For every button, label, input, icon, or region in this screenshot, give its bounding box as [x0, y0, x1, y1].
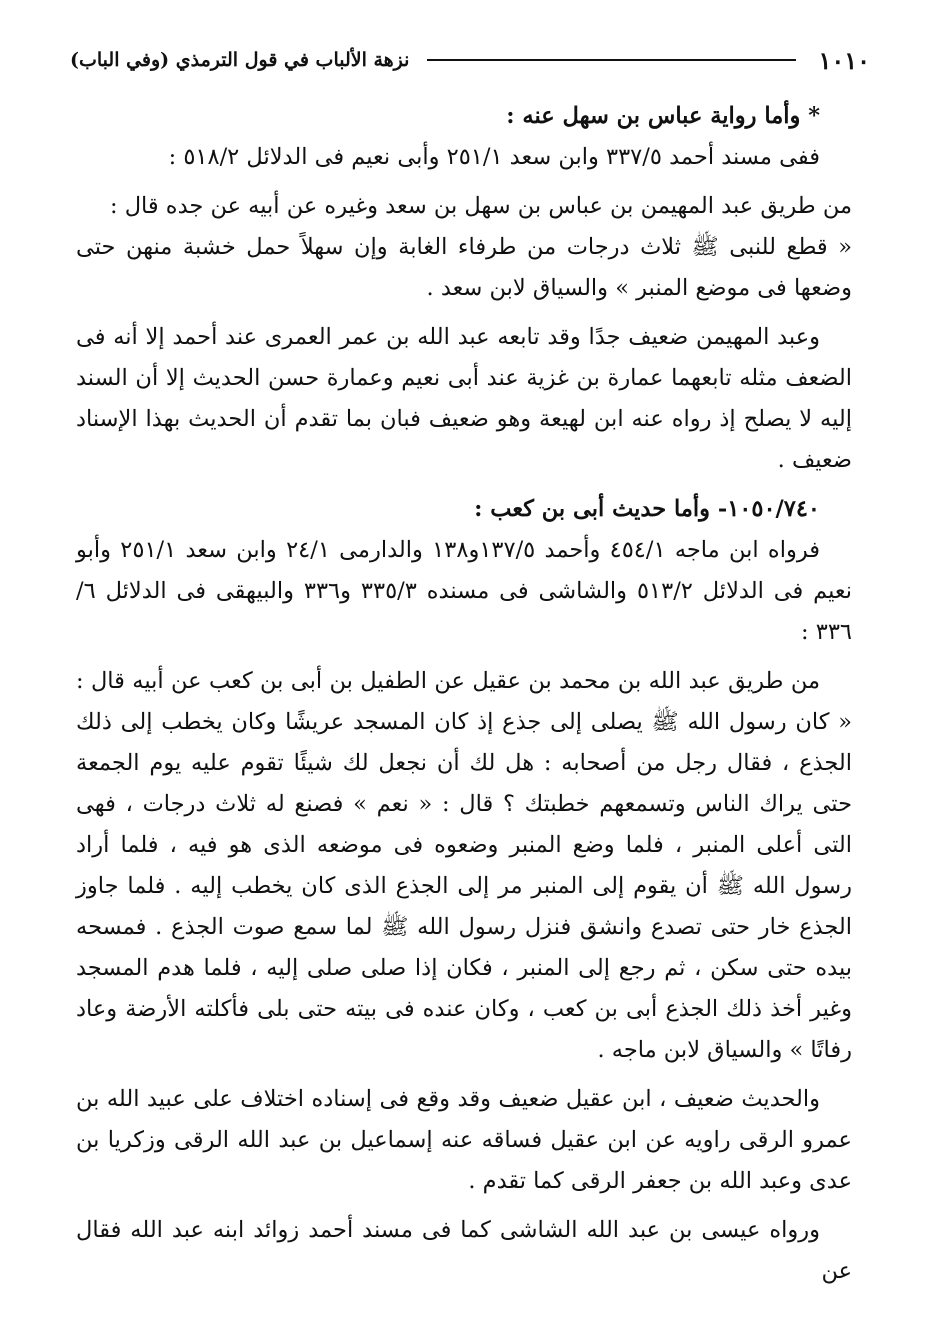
- hadith-text-abbas: « قطع للنبى ﷺ ثلاث درجات من طرفاء الغابة وإن سهلاً حمل خشبة منهن حتى وضعها فى موضع المنبر » والسياق لابن سعد .: [76, 234, 852, 301]
- page-number: ١٠١٠: [818, 45, 870, 75]
- page-body: [76, 96, 852, 1292]
- section-heading-ubayy: ١٠٥٠/٧٤٠- وأما حديث أبى بن كعب :: [474, 496, 820, 522]
- header-rule: [427, 59, 796, 61]
- commentary-abbas: وعبد المهيمن ضعيف جدًا وقد تابعه عبد الله بن عمر العمرى عند أحمد إلا أنه فى الضعف مثله تابعهما عمارة بن غزية عند أبى نعيم وعمارة حسن الحديث إلا أن السند إليه لا يصلح إذ رواه عنه ابن لهيعة وهو ضعيف فبان بما تقدم أن الحديث بهذا الإسناد ضعيف .: [76, 324, 852, 473]
- source-citation-abbas: ففى مسند أحمد ٣٣٧/٥ وابن سعد ٢٥١/١ وأبى نعيم فى الدلائل ٥١٨/٢ :: [168, 144, 820, 170]
- page-header: [70, 38, 870, 82]
- final-line: ورواه عيسى بن عبد الله الشاشى كما فى مسند أحمد زوائد ابنه عبد الله فقال عن: [76, 1217, 852, 1284]
- section-heading-abbas: * وأما رواية عباس بن سهل عنه :: [506, 103, 820, 129]
- hadith-text-ubayy: من طريق عبد الله بن محمد بن عقيل عن الطفيل بن أبى بن كعب عن أبيه قال : « كان رسول الله ﷺ يصلى إلى جذع إذ كان المسجد عريشًا وكان يخطب إلى ذلك الجذع ، فقال رجل من أصحابه : هل لك أن نجعل لك شيئًا تقوم عليه يوم الجمعة حتى يراك الناس وتسمعهم خطبتك ؟ قال : « نعم » فصنع له ثلاث درجات ، فهى التى أعلى المنبر ، فلما وضع المنبر وضعوه فى موضعه الذى هو فيه ، فلما أراد رسول الله ﷺ أن يقوم إلى المنبر مر إلى الجذع الذى كان يخطب إليه . فلما جاوز الجذع خار حتى تصدع وانشق فنزل رسول الله ﷺ لما سمع صوت الجذع . فمسحه بيده حتى سكن ، ثم رجع إلى المنبر ، فكان إذا صلى صلى إليه ، فلما هدم المسجد وغير أخذ ذلك الجذع أبى بن كعب ، وكان عنده فى بيته حتى بلى فأكلته الأرضة وعاد رفاتًا » والسياق لابن ماجه .: [76, 668, 852, 1063]
- isnad-chain-abbas: من طريق عبد المهيمن بن عباس بن سهل بن سعد وغيره عن أبيه عن جده قال :: [109, 193, 852, 219]
- commentary-ubayy: والحديث ضعيف ، ابن عقيل ضعيف وقد وقع فى إسناده اختلاف على عبيد الله بن عمرو الرقى راويه عن ابن عقيل فساقه عنه إسماعيل بن عبد الله الرقى وزكريا بن عدى وعبد الله بن جعفر الرقى كما تقدم .: [76, 1086, 852, 1194]
- source-citation-ubayy: فرواه ابن ماجه ٤٥٤/١ وأحمد ١٣٧/٥و١٣٨ والدارمى ٢٤/١ وابن سعد ٢٥١/١ وأبو نعيم فى الدلائل ٥١٣/٢ والشاشى فى مسنده ٣٣٥/٣ و٣٣٦ والبيهقى فى الدلائل ٦/ ٣٣٦ :: [76, 537, 852, 645]
- running-title: نزهة الألباب في قول الترمذي (وفي الباب): [70, 49, 410, 71]
